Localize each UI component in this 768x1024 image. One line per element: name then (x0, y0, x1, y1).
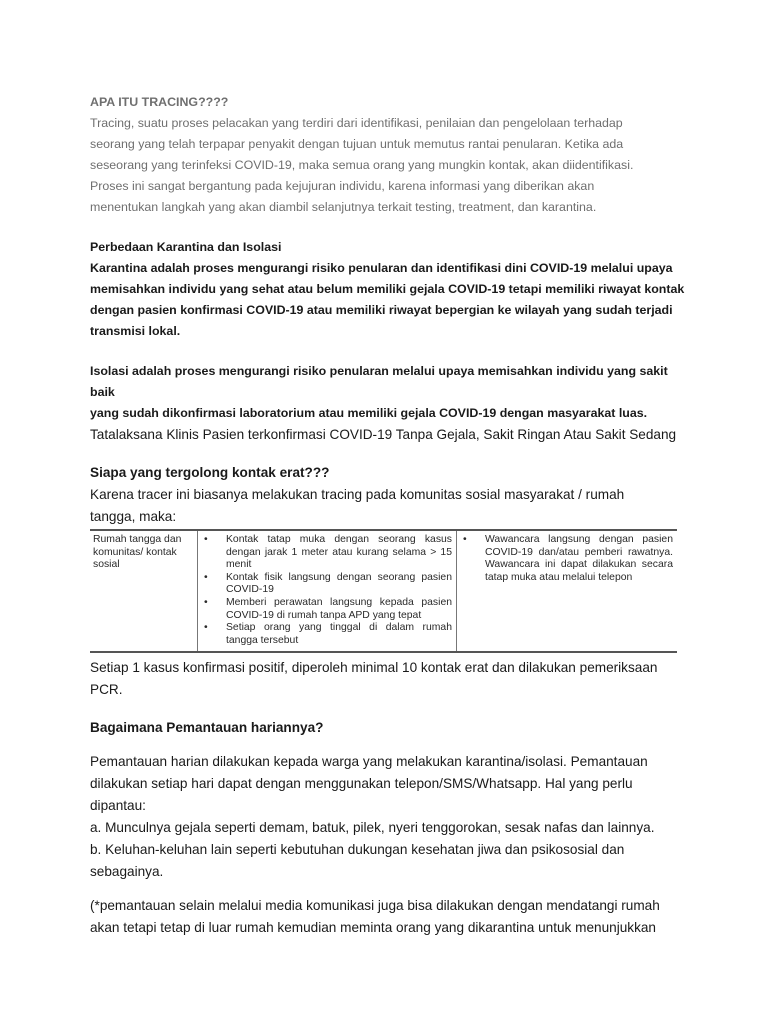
paragraph-line: Karantina adalah proses mengurangi risiko penularan dan identifikasi dini COVID-19 melalui upaya (90, 261, 673, 275)
paragraph-line: Setiap 1 kasus konfirmasi positif, diperoleh minimal 10 kontak erat dan dilakukan pemeriksaan (90, 660, 658, 676)
section-title-kontak-erat: Siapa yang tergolong kontak erat??? (90, 465, 330, 480)
pemantauan-paragraph (90, 751, 690, 883)
paragraph-line: seseorang yang terinfeksi COVID-19, maka semua orang yang mungkin kontak, akan diidentifikasi. (90, 158, 634, 172)
isolasi-paragraph (90, 361, 690, 424)
paragraph-line: memisahkan individu yang sehat atau belum memiliki gejala COVID-19 tetapi memiliki riwayat kontak (90, 282, 685, 296)
karantina-paragraph (90, 258, 690, 342)
kontak-erat-table (90, 529, 677, 653)
paragraph-line: seorang yang telah terpapar penyakit dengan tujuan untuk memutus rantai penularan. Ketika ada (90, 137, 624, 151)
paragraph-line: a. Munculnya gejala seperti demam, batuk, pilek, nyeri tenggorokan, sesak nafas dan lainnya. (90, 820, 655, 836)
paragraph-line: Proses ini sangat bergantung pada kejujuran individu, karena informasi yang diberikan akan (90, 179, 595, 193)
section-title-karantina-isolasi: Perbedaan Karantina dan Isolasi (90, 240, 282, 254)
kontak-after-text (90, 657, 690, 701)
table-cell-category: Rumah tangga dan komunitas/ kontak sosial (93, 534, 182, 571)
paragraph-line: dipantau: (90, 798, 146, 814)
list-item: • Setiap orang yang tinggal di dalam rumah tangga tersebut (202, 622, 452, 647)
paragraph-line: PCR. (90, 682, 123, 698)
kontak-intro (90, 484, 690, 528)
paragraph-line: tangga, maka: (90, 509, 177, 524)
tatalaksana-line: Tatalaksana Klinis Pasien terkonfirmasi COVID-19 Tanpa Gejala, Sakit Ringan Atau Sakit Sedang (90, 427, 677, 442)
table-row (90, 530, 677, 652)
document-page (90, 92, 690, 939)
list-item: • Memberi perawatan langsung kepada pasien COVID-19 di rumah tanpa APD yang tepat (202, 597, 452, 622)
section-title-tracing: APA ITU TRACING???? (90, 95, 229, 109)
tracing-paragraph (90, 113, 690, 218)
criteria-list (202, 534, 452, 647)
paragraph-line: menentukan langkah yang akan diambil selanjutnya terkait testing, treatment, dan karantina. (90, 200, 597, 214)
section-title-pemantauan: Bagaimana Pemantauan hariannya? (90, 720, 324, 736)
table-cell-method (457, 530, 678, 652)
list-item: • Wawancara langsung dengan pasien COVID-19 dan/atau pemberi rawatnya. Wawancara ini dapat dilakukan secara tatap muka atau melalui telepon (461, 534, 673, 584)
pemantauan-note (90, 895, 690, 939)
method-list (461, 534, 673, 584)
paragraph-line: b. Keluhan-keluhan lain seperti kebutuhan dukungan kesehatan jiwa dan psikososial dan (90, 842, 625, 858)
paragraph-line: akan tetapi tetap di luar rumah kemudian meminta orang yang dikarantina untuk menunjukkan (90, 920, 656, 936)
list-item: • Kontak fisik langsung dengan seorang pasien COVID-19 (202, 572, 452, 597)
paragraph-line: Pemantauan harian dilakukan kepada warga yang melakukan karantina/isolasi. Pemantauan (90, 754, 648, 770)
table-cell-criteria (198, 530, 457, 652)
paragraph-line: yang sudah dikonfirmasi laboratorium atau memiliki gejala COVID-19 dengan masyarakat luas. (90, 406, 648, 420)
paragraph-line: dengan pasien konfirmasi COVID-19 atau memiliki riwayat bepergian ke wilayah yang sudah terjadi (90, 303, 673, 317)
paragraph-line: (*pemantauan selain melalui media komunikasi juga bisa dilakukan dengan mendatangi rumah (90, 898, 660, 914)
paragraph-line: Tracing, suatu proses pelacakan yang terdiri dari identifikasi, penilaian dan pengelolaan terhadap (90, 116, 623, 130)
paragraph-line: sebagainya. (90, 864, 164, 880)
paragraph-line: dilakukan setiap hari dapat dengan menggunakan telepon/SMS/Whatsapp. Hal yang perlu (90, 776, 633, 792)
paragraph-line: transmisi lokal. (90, 324, 181, 338)
list-item: • Kontak tatap muka dengan seorang kasus dengan jarak 1 meter atau kurang selama > 15 menit (202, 534, 452, 572)
paragraph-line: Isolasi adalah proses mengurangi risiko penularan melalui upaya memisahkan individu yang sakit baik (90, 364, 668, 399)
paragraph-line: Karena tracer ini biasanya melakukan tracing pada komunitas sosial masyarakat / rumah (90, 487, 625, 502)
